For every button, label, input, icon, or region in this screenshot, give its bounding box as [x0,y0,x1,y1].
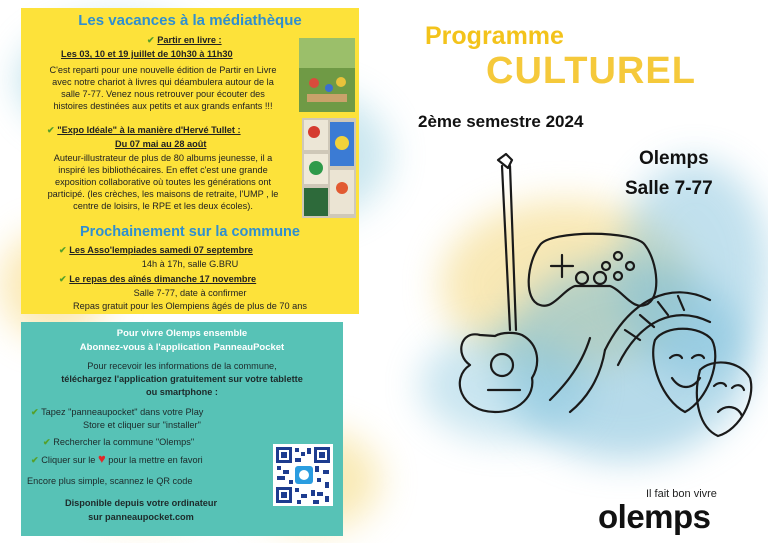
pp-intro-1: Pour recevoir les informations de la commune, [87,361,277,371]
check-icon: ✔ [43,437,51,447]
pp-intro-3: ou smartphone : [146,387,218,397]
pp-footer-1: Disponible depuis votre ordinateur [64,498,218,508]
event2-title: Le repas des aînés dimanche 17 novembre [69,274,257,284]
check-icon: ✔ [59,274,67,284]
pp-heading-1: Pour vivre Olemps ensemble [116,328,248,339]
panneaupocket-panel [21,322,343,536]
check-icon: ✔ [47,125,55,135]
qr-code[interactable] [273,444,333,506]
expo-description [27,152,299,212]
photo-outdoor-reading [299,38,355,112]
expo-dates: Du 07 mai au 28 août [115,139,207,149]
pp-step-1a: Tapez "panneaupocket" dans votre Play [41,407,204,417]
film-strip-icon [550,292,710,412]
photo-outdoor-reading-art [299,38,355,112]
theatre-masks-icon [653,329,751,436]
semester-label: 2ème semestre 2024 [418,112,584,131]
holidays-panel [21,8,359,314]
check-icon: ✔ [147,35,155,45]
check-icon: ✔ [31,455,39,465]
description-line: exposition collaborative où toutes les générations ont [54,177,272,187]
pp-step-3b: pour la mettre en favori [108,455,203,465]
check-icon: ✔ [59,245,67,255]
check-icon: ✔ [31,407,39,417]
partir-title: Partir en livre : [157,35,222,45]
pp-step-2 [43,436,194,448]
event1-line [59,244,253,256]
programme-title: Programme [425,22,564,50]
qr-code-art [273,444,333,506]
event1-title: Les Asso'lempiades samedi 07 septembre [69,245,253,255]
pp-step-2-text: Rechercher la commune "Olemps" [53,437,195,447]
description-line: salle 7-77. Venez nous retrouver pour écouter des [61,89,265,99]
description-line: centre de loisirs, le RPE et les deux écoles). [73,201,253,211]
event2-line [59,273,256,285]
event1-detail: 14h à 17h, salle G.BRU [141,259,239,269]
expo-title: "Expo Idéale" à la manière d'Hervé Tullet : [57,125,241,135]
town-label: Olemps [639,148,709,169]
guitar-icon [460,154,537,412]
brand-logo: olemps [598,498,711,535]
pp-step-1 [31,406,203,418]
expo-title-line [47,124,241,136]
partir-description [27,64,299,112]
pp-step-1b: Store et cliquer sur "installer" [83,420,201,430]
tagline: Il fait bon vivre [646,488,717,500]
description-line: Auteur-illustrateur de plus de 80 albums jeunesse, il a [53,153,273,163]
heart-icon: ♥ [97,451,106,466]
pp-step-3a: Cliquer sur le [41,455,96,465]
culture-illustration [440,150,760,450]
upcoming-title: Prochainement sur la commune [80,224,300,240]
partir-dates: Les 03, 10 et 19 juillet de 10h30 à 11h30 [61,49,233,59]
event2-detail-1: Salle 7-77, date à confirmer [133,288,247,298]
pp-heading-2: Abonnez-vous à l'application PanneauPocket [79,342,285,353]
holidays-title: Les vacances à la médiathèque [78,12,302,29]
venue-label: Salle 7-77 [625,178,713,199]
pp-qr-text: Encore plus simple, scannez le QR code [27,476,193,486]
description-line: avec notre chariot à livres qui déambulera autour de la [52,77,274,87]
description-line: inspiré les bibliothécaires. En effet c'est une grande [58,165,268,175]
description-line: histoires destinées aux petits et aux grands enfants !!! [53,101,273,111]
event2-detail-2: Repas gratuit pour les Olempiens âgés de plus de 70 ans [73,301,307,311]
culturel-title: CULTUREL [486,50,696,92]
partir-title-line [147,34,222,46]
pp-step-3 [31,453,203,466]
pp-footer-2: sur panneaupocket.com [88,512,194,522]
description-line: C'est reparti pour une nouvelle édition de Partir en Livre [49,65,277,75]
photo-expo-artwork [302,118,356,218]
photo-expo-artwork-art [302,118,356,218]
description-line: participé. (les crèches, les maisons de retraite, l'UMP , le [47,189,279,199]
pp-intro-2: téléchargez l'application gratuitement sur votre tablette [61,374,303,384]
gamepad-icon [529,234,657,306]
